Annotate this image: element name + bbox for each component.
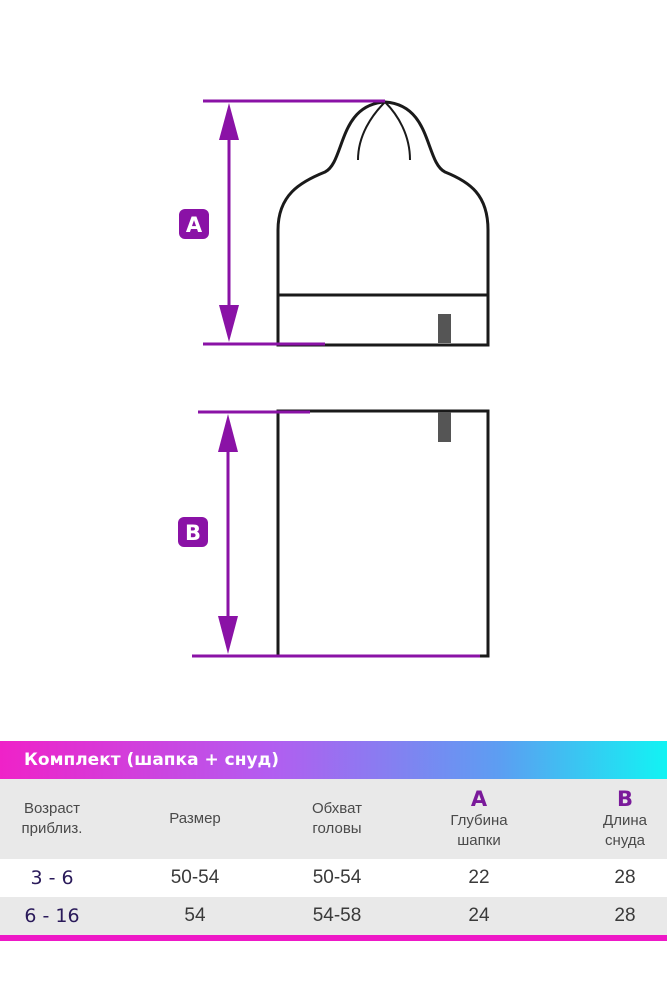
snood-tag-icon — [438, 412, 451, 442]
col-head-snood-length-line2: снуда — [605, 832, 645, 849]
hat-body — [278, 102, 488, 345]
col-head-head-circumference — [272, 779, 402, 859]
col-head-circ-line1: Обхват — [312, 800, 362, 817]
snood-body — [278, 411, 488, 656]
col-head-snood-length — [560, 779, 667, 859]
col-head-size-line1: Размер — [169, 810, 221, 827]
column-header-row — [0, 779, 667, 859]
cell-hat-depth: 24 — [468, 905, 490, 926]
col-head-hat-depth — [414, 779, 544, 859]
dimension-b-down-arrow-icon — [218, 616, 238, 654]
table-bottom-bar — [0, 935, 667, 941]
cell-size: 50-54 — [170, 867, 220, 888]
dimension-a — [203, 101, 385, 344]
hat-crown-fold — [358, 102, 410, 160]
col-head-age-line1: Возраст — [23, 800, 81, 817]
cell-size: 54 — [184, 905, 206, 926]
col-head-snood-length-letter: B — [616, 787, 633, 811]
col-head-hat-depth-letter: A — [470, 787, 488, 811]
cell-age: 3 - 6 — [30, 867, 74, 889]
col-head-age-line2: приблиз. — [21, 820, 83, 837]
col-head-size — [130, 779, 260, 859]
table-title: Комплект (шапка + снуд) — [24, 750, 280, 770]
col-head-hat-depth-line2: шапки — [457, 832, 501, 849]
cell-snood-length: 28 — [614, 905, 636, 926]
hat-tag-icon — [438, 314, 451, 343]
col-head-circ-line2: головы — [312, 820, 362, 837]
size-table — [0, 741, 667, 941]
table-row — [0, 859, 667, 897]
col-head-snood-length-line1: Длина — [603, 812, 647, 829]
dimension-b-up-arrow-icon — [218, 414, 238, 452]
hat-outline — [278, 102, 488, 345]
label-b-text: B — [184, 521, 202, 545]
snood-outline — [278, 411, 488, 656]
cell-hat-depth: 22 — [468, 867, 490, 888]
dimension-a-down-arrow-icon — [219, 305, 239, 342]
col-head-hat-depth-line1: Глубина — [450, 812, 508, 829]
cell-snood-length: 28 — [614, 867, 636, 888]
dimension-a-up-arrow-icon — [219, 103, 239, 140]
cell-age: 6 - 16 — [24, 905, 80, 927]
table-row — [0, 897, 667, 935]
table-header-bar — [0, 741, 667, 779]
cell-head-circumference: 50-54 — [312, 867, 362, 888]
col-head-age — [0, 779, 104, 859]
dimension-b — [192, 412, 480, 656]
cell-head-circumference: 54-58 — [312, 905, 362, 926]
label-a-text: A — [185, 213, 203, 237]
